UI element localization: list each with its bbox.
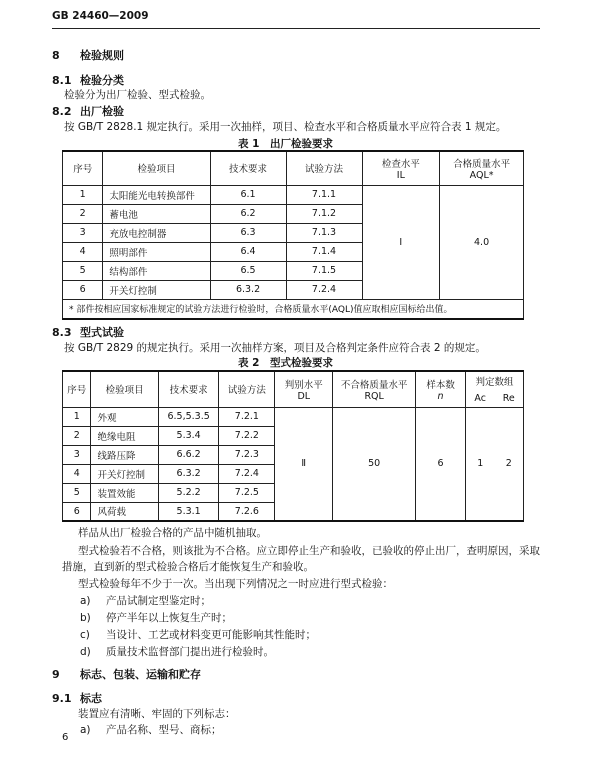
t2-cell-item: 开关灯控制 — [91, 464, 158, 483]
t1-level-value: Ⅰ — [362, 185, 440, 299]
t2-cell-method: 7.2.3 — [219, 445, 275, 464]
t2-cell-item: 绝缘电阻 — [91, 426, 158, 445]
section-8-3-heading: 8.3 型式试验 — [52, 326, 124, 339]
t2-cell-item: 外观 — [91, 407, 158, 426]
t2-cell-no: 1 — [63, 407, 91, 426]
t2-h-dl: 判别水平 DL — [275, 371, 333, 407]
body-paragraph-2b: 措施，直到新的型式检验合格后才能恢复生产和验收。 — [62, 561, 314, 573]
table-1-header-row — [63, 151, 524, 185]
t2-cell-method: 7.2.5 — [219, 483, 275, 502]
standard-code: GB 24460—2009 — [52, 10, 149, 22]
t1-h-req: 技术要求 — [210, 151, 286, 185]
t2-cell-method: 7.2.4 — [219, 464, 275, 483]
t1-cell-method: 7.1.5 — [286, 261, 362, 280]
t1-cell-method: 7.2.4 — [286, 280, 362, 299]
t1-cell-req: 6.3.2 — [210, 280, 286, 299]
t1-cell-no: 4 — [63, 242, 103, 261]
t1-h-method: 试验方法 — [286, 151, 362, 185]
t2-h-req: 技术要求 — [158, 371, 218, 407]
table-row — [63, 407, 524, 426]
t1-cell-item: 太阳能光电转换部件 — [103, 185, 210, 204]
list-item: a) 产品试制定型鉴定时； — [80, 595, 211, 607]
t1-h-level: 检查水平 IL — [362, 151, 440, 185]
t2-cell-item: 风荷载 — [91, 502, 158, 521]
t2-rql-value: 50 — [333, 407, 416, 521]
t2-h-rql: 不合格质量水平 RQL — [333, 371, 416, 407]
t2-h-method: 试验方法 — [219, 371, 275, 407]
t2-dl-value: Ⅱ — [275, 407, 333, 521]
t1-cell-item: 开关灯控制 — [103, 280, 210, 299]
section-9-1-text: 装置应有清晰、牢固的下列标志： — [78, 708, 236, 720]
table-1 — [62, 150, 524, 320]
t2-cell-item: 装置效能 — [91, 483, 158, 502]
t2-cell-method: 7.2.1 — [219, 407, 275, 426]
t1-cell-method: 7.1.1 — [286, 185, 362, 204]
t1-cell-item: 照明部件 — [103, 242, 210, 261]
table-1-caption: 表 1 出厂检验要求 — [238, 138, 333, 150]
list-item: c) 当设计、工艺或材料变更可能影响其性能时； — [80, 629, 316, 641]
t2-cell-req: 6.6.2 — [158, 445, 218, 464]
t2-cell-no: 6 — [63, 502, 91, 521]
table-row — [63, 185, 524, 204]
t1-h-aql: 合格质量水平 AQL* — [440, 151, 524, 185]
t1-cell-no: 3 — [63, 223, 103, 242]
t2-cell-req: 5.3.4 — [158, 426, 218, 445]
t2-re-value: 2 — [494, 407, 523, 521]
t1-cell-req: 6.5 — [210, 261, 286, 280]
t1-cell-method: 7.1.3 — [286, 223, 362, 242]
t2-h-re: Re — [494, 390, 523, 407]
t1-cell-method: 7.1.4 — [286, 242, 362, 261]
table-1-footnote: * 部件按相应国家标准规定的试验方法进行检验时，合格质量水平(AQL)值应取相应国标给出值。 — [63, 299, 524, 319]
t2-cell-req: 6.5,5.3.5 — [158, 407, 218, 426]
t2-n-value: 6 — [416, 407, 466, 521]
page-number: 6 — [62, 732, 69, 743]
t1-cell-no: 2 — [63, 204, 103, 223]
t2-h-n: 样本数 n — [416, 371, 466, 407]
t2-cell-no: 2 — [63, 426, 91, 445]
t1-cell-req: 6.3 — [210, 223, 286, 242]
t1-cell-method: 7.1.2 — [286, 204, 362, 223]
t1-aql-value: 4.0 — [440, 185, 524, 299]
t2-cell-no: 3 — [63, 445, 91, 464]
t1-cell-req: 6.2 — [210, 204, 286, 223]
t1-cell-item: 结构部件 — [103, 261, 210, 280]
t1-cell-no: 5 — [63, 261, 103, 280]
section-8-2-text: 按 GB/T 2828.1 规定执行。采用一次抽样，项目、检查水平和合格质量水平应符合表 1 规定。 — [64, 121, 507, 133]
list-item: a) 产品名称、型号、商标； — [80, 724, 222, 736]
t2-h-item: 检验项目 — [91, 371, 158, 407]
t2-cell-method: 7.2.6 — [219, 502, 275, 521]
list-item: d) 质量技术监督部门提出进行检验时。 — [80, 646, 274, 658]
t2-cell-req: 5.2.2 — [158, 483, 218, 502]
t1-cell-no: 6 — [63, 280, 103, 299]
section-8-2-heading: 8.2 出厂检验 — [52, 105, 124, 118]
table-2-header-row-1 — [63, 371, 524, 390]
t2-cell-method: 7.2.2 — [219, 426, 275, 445]
t1-cell-item: 蓄电池 — [103, 204, 210, 223]
table-2-caption: 表 2 型式检验要求 — [238, 357, 333, 369]
t1-h-no: 序号 — [63, 151, 103, 185]
table-1-footnote-row — [63, 299, 524, 319]
t2-h-no: 序号 — [63, 371, 91, 407]
body-paragraph-1: 样品从出厂检验合格的产品中随机抽取。 — [78, 527, 267, 539]
t2-ac-value: 1 — [465, 407, 494, 521]
t2-cell-no: 4 — [63, 464, 91, 483]
t1-cell-no: 1 — [63, 185, 103, 204]
body-paragraph-2a: 型式检验若不合格，则该批为不合格。应立即停止生产和验收，已验收的停止出厂，查明原因，采取 — [78, 545, 540, 557]
section-8-1-heading: 8.1 检验分类 — [52, 74, 124, 87]
t2-cell-req: 6.3.2 — [158, 464, 218, 483]
table-2 — [62, 370, 524, 522]
section-9-heading: 9 标志、包装、运输和贮存 — [52, 668, 201, 681]
t2-h-ac: Ac — [465, 390, 494, 407]
t1-cell-item: 充放电控制器 — [103, 223, 210, 242]
section-9-1-heading: 9.1 标志 — [52, 692, 102, 705]
section-8-1-text: 检验分为出厂检验、型式检验。 — [64, 89, 211, 101]
t1-h-item: 检验项目 — [103, 151, 210, 185]
list-item: b) 停产半年以上恢复生产时； — [80, 612, 232, 624]
t2-h-judge: 判定数组 — [465, 371, 523, 390]
section-8-heading: 8 检验规则 — [52, 49, 124, 62]
t1-cell-req: 6.4 — [210, 242, 286, 261]
t1-cell-req: 6.1 — [210, 185, 286, 204]
t2-cell-req: 5.3.1 — [158, 502, 218, 521]
section-8-3-text: 按 GB/T 2829 的规定执行。采用一次抽样方案，项目及合格判定条件应符合表 2 的规定。 — [64, 342, 486, 354]
t2-cell-item: 线路压降 — [91, 445, 158, 464]
header-rule — [52, 28, 540, 29]
t2-cell-no: 5 — [63, 483, 91, 502]
body-paragraph-3: 型式检验每年不少于一次。当出现下列情况之一时应进行型式检验： — [78, 578, 393, 590]
